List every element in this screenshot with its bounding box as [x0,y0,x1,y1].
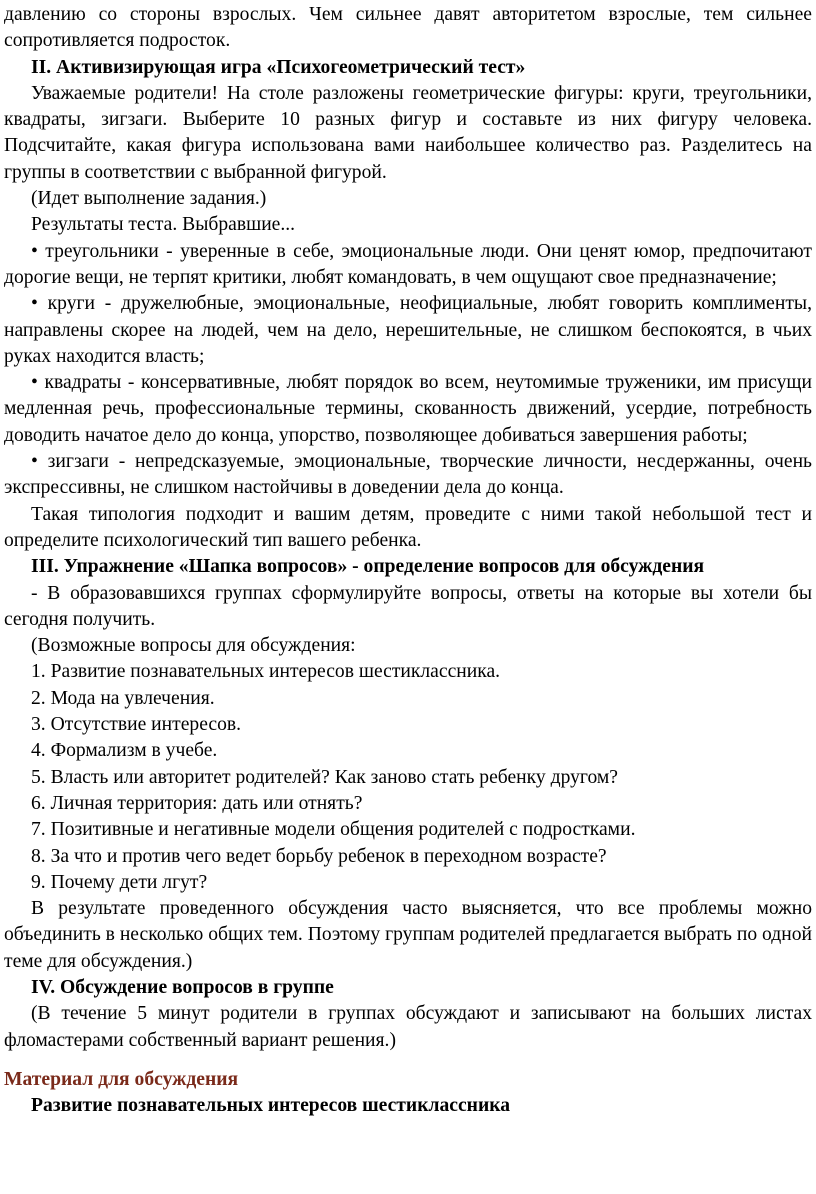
paragraph-results: Результаты теста. Выбравшие... [31,214,296,236]
paragraph-intro: давлению со стороны взрослых. Чем сильнее давят авторитетом взрослые, тем сильнее сопротивляется подросток. [4,4,812,52]
list-item: 5. Власть или авторитет родителей? Как заново стать ребенку другом? [31,766,618,788]
material-subtitle: Развитие познавательных интересов шестиклассника [31,1094,511,1116]
list-item: 9. Почему дети лгут? [31,871,208,893]
list-item: 8. За что и против чего ведет борьбу ребенок в переходном возрасте? [31,845,607,867]
list-item: 2. Мода на увлечения. [31,687,215,709]
list-item: 3. Отсутствие интересов. [31,714,242,736]
heading-section-4: IV. Обсуждение вопросов в группе [31,976,334,998]
bullet-squares: • квадраты - консервативные, любят порядок во всем, неутомимые труженики, им присущи медленная речь, профессиональные термины, скованность движений, усердие, потребность доводить начатое дело до конца, упорство, позволяющее добиваться завершения работы; [4,372,812,446]
paragraph-task-note: (Идет выполнение задания.) [31,188,267,210]
list-item: 6. Личная территория: дать или отнять? [31,792,363,814]
paragraph-instructions: Уважаемые родители! На столе разложены геометрические фигуры: круги, треугольники, квадраты, зигзаги. Выберите 10 разных фигур и составьте из них фигуру человека. Подсчитайте, какая фигура использована вами наибольшее количество раз. Разделитесь на группы в соответствии с выбранной фигурой. [4,82,812,183]
list-item: 7. Позитивные и негативные модели общения родителей с подростками. [31,819,636,841]
heading-section-3: III. Упражнение «Шапка вопросов» - определение вопросов для обсуждения [31,556,705,578]
paragraph-discussion-result: В результате проведенного обсуждения часто выясняется, что все проблемы можно объединить в несколько общих тем. Поэтому группам родителей предлагается выбрать по одной теме для обсуждения.) [4,898,812,972]
bullet-zigzags: • зигзаги - непредсказуемые, эмоциональные, творческие личности, несдержанны, очень экспрессивны, не слишком настойчивы в доведении дела до конца. [4,451,812,499]
list-item: 1. Развитие познавательных интересов шестиклассника. [31,661,501,683]
paragraph-groups: - В образовавшихся группах сформулируйте вопросы, ответы на которые вы хотели бы сегодня получить. [4,582,812,630]
list-item: 4. Формализм в учебе. [31,740,218,762]
paragraph-group-work: (В течение 5 минут родители в группах обсуждают и записывают на больших листах фломастерами собственный вариант решения.) [4,1003,812,1051]
material-title: Материал для обсуждения [4,1068,239,1090]
paragraph-possible-questions: (Возможные вопросы для обсуждения: [31,635,356,657]
heading-section-2: II. Активизирующая игра «Психогеометрический тест» [31,56,526,78]
paragraph-typology: Такая типология подходит и вашим детям, проведите с ними такой небольшой тест и определите психологический тип вашего ребенка. [4,503,812,551]
bullet-circles: • круги - дружелюбные, эмоциональные, неофициальные, любят говорить комплименты, направлены скорее на людей, чем на дело, нерешительные, не слишком беспокоятся, в чьих руках находится власть; [4,293,812,367]
bullet-triangles: • треугольники - уверенные в себе, эмоциональные люди. Они ценят юмор, предпочитают дорогие вещи, не терпят критики, любят командовать, в чем ощущают свое предназначение; [4,240,812,288]
